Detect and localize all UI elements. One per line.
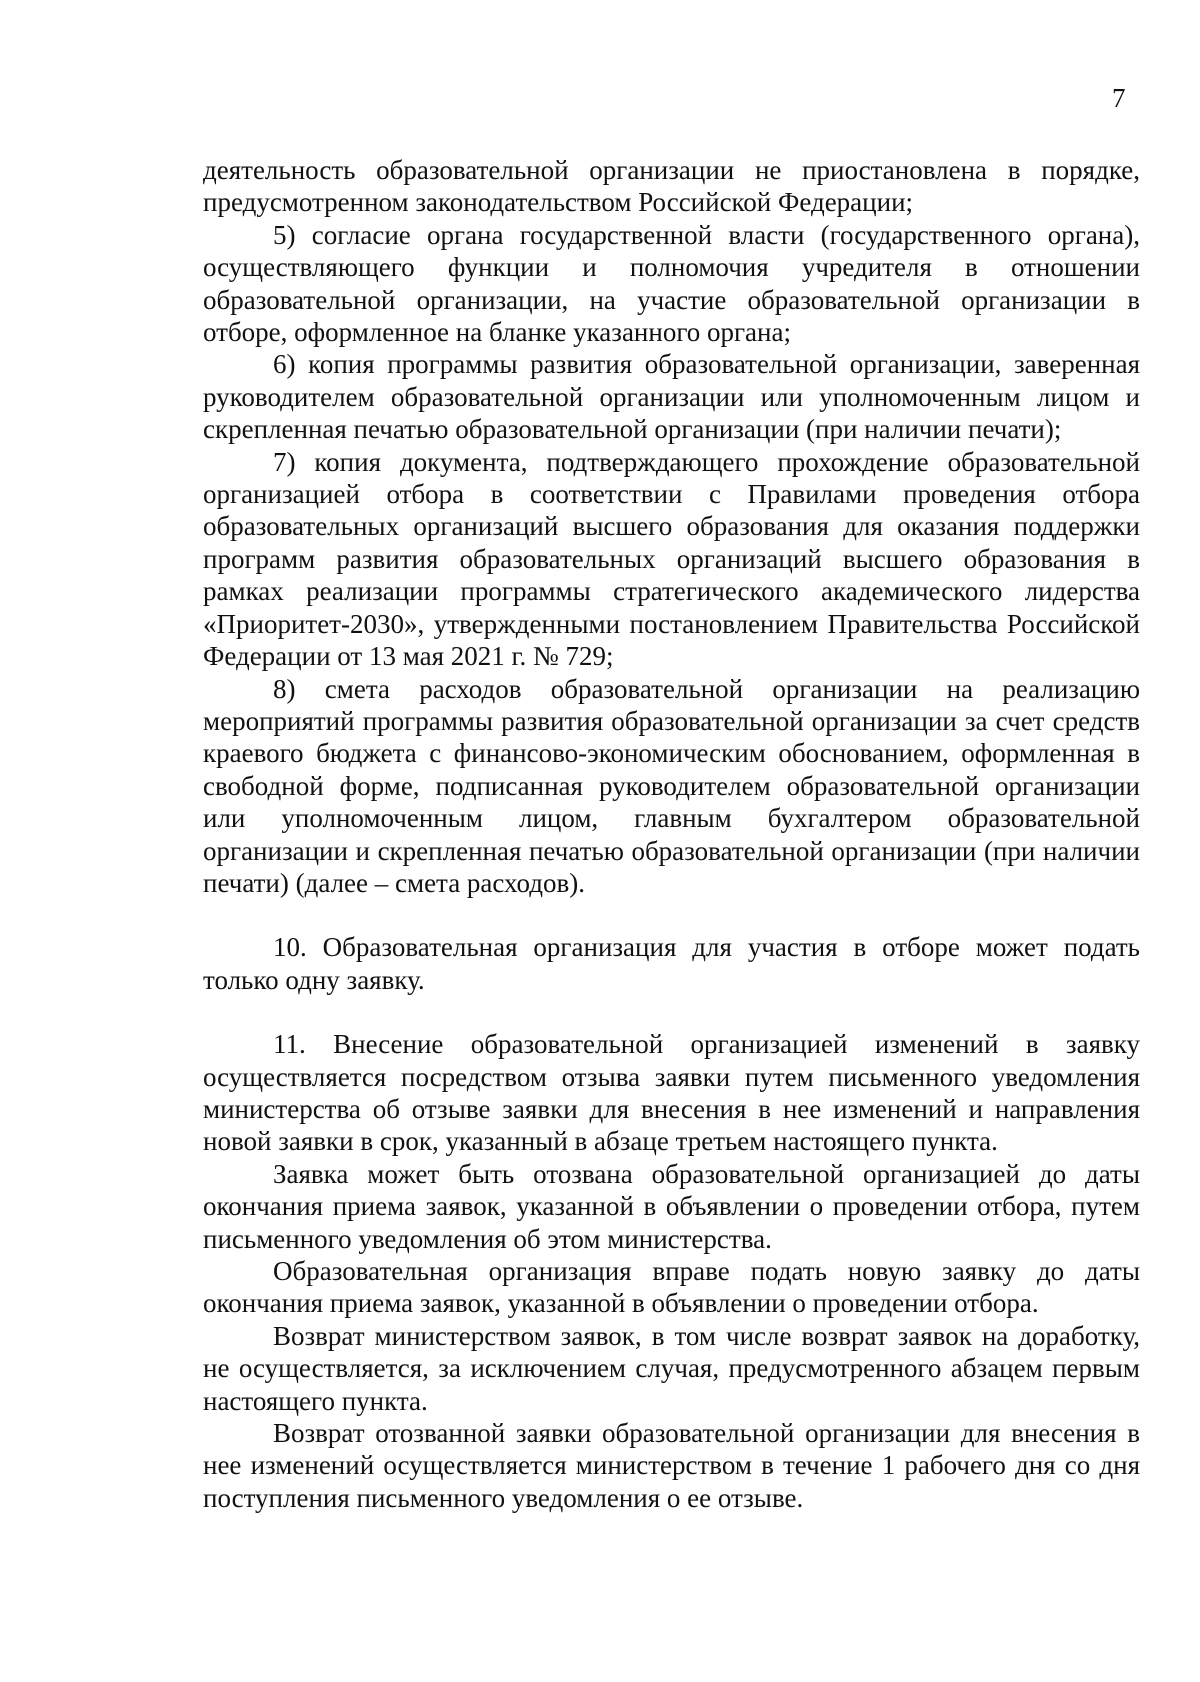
paragraph-item-5: 5) согласие органа государственной власти (государственного органа), осуществляющего функции и полномочия учредителя в отношении образовательной организации, на участие образовательной организации в отборе, оформленное на бланке указанного органа; — [203, 219, 1140, 348]
paragraph-gap — [203, 996, 1140, 1028]
paragraph-clause-10: 10. Образовательная организация для участия в отборе может подать только одну заявку. — [203, 932, 1140, 995]
paragraph-return-not-performed: Возврат министерством заявок, в том числе возврат заявок на доработку, не осуществляется, за исключением случая, предусмотренного абзацем первым настоящего пункта. — [203, 1320, 1140, 1416]
paragraph-item-8: 8) смета расходов образовательной организации на реализацию мероприятий программы развития образовательной организации за счет средств краевого бюджета с финансово-экономическим обоснованием, оформленная в свободной форме, подписанная руководителем образовательной организации или уполномоченным лицом, главным бухгалтером образовательной организации и скрепленная печатью образовательной организации (при наличии печати) (далее – смета расходов). — [203, 673, 1140, 898]
paragraph-gap — [203, 899, 1140, 931]
paragraph-return-withdrawn: Возврат отозванной заявки образовательной организации для внесения в нее изменений осуществляется министерством в течение 1 рабочего дня со дня поступления письменного уведомления о ее отзыве. — [203, 1418, 1140, 1513]
paragraph-new-application: Образовательная организация вправе подать новую заявку до даты окончания приема заявок, указанной в объявлении о проведении отбора. — [203, 1256, 1140, 1319]
paragraph-continuation: деятельность образовательной организации не приостановлена в порядке, предусмотренном законодательством Российской Федерации; — [203, 155, 1140, 218]
paragraph-item-6: 6) копия программы развития образовательной организации, заверенная руководителем образовательной организации или уполномоченным лицом и скрепленная печатью образовательной организации (при наличии печати); — [203, 349, 1140, 445]
page-number: 7 — [1112, 83, 1126, 113]
document-body — [203, 154, 1140, 1514]
paragraph-clause-11: 11. Внесение образовательной организацией изменений в заявку осуществляется посредством отзыва заявки путем письменного уведомления министерства об отзыве заявки для внесения в нее изменений и направления новой заявки в срок, указанный в абзаце третьем настоящего пункта. — [203, 1029, 1140, 1157]
paragraph-item-7: 7) копия документа, подтверждающего прохождение образовательной организацией отбора в соответствии с Правилами проведения отбора образовательных организаций высшего образования для оказания поддержки программ развития образовательных организаций высшего образования в рамках реализации программы стратегического академического лидерства «Приоритет-2030», утвержденными постановлением Правительства Российской Федерации от 13 мая 2021 г. № 729; — [203, 446, 1140, 672]
paragraph-withdrawal: Заявка может быть отозвана образовательной организацией до даты окончания приема заявок, указанной в объявлении о проведении отбора, путем письменного уведомления об этом министерства. — [203, 1158, 1140, 1254]
